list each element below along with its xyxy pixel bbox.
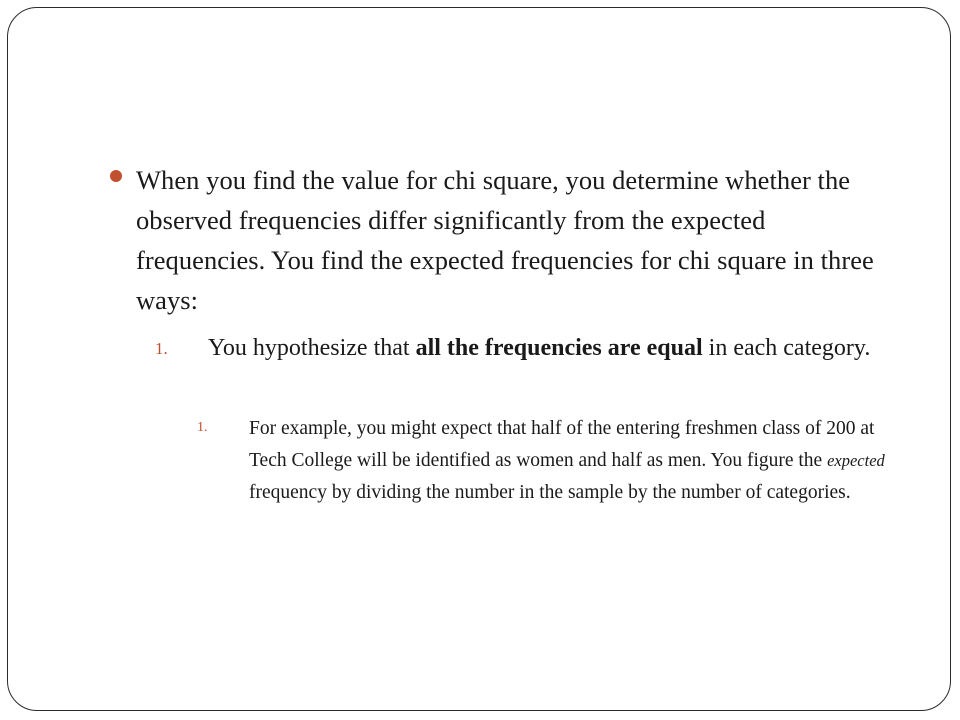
numbered-subitem-1 <box>197 413 899 509</box>
numbered-item-1-text-before: You hypothesize that <box>208 335 416 361</box>
numbered-subitem-1-marker: 1. <box>197 420 208 435</box>
numbered-item-1 <box>155 331 888 365</box>
numbered-item-1-text-bold: all the frequencies are equal <box>415 335 703 361</box>
numbered-subitem-1-text-after: frequency by dividing the number in the sample by the number of categories. <box>249 482 851 503</box>
numbered-item-1-text-after: in each category. <box>702 335 871 361</box>
bullet-item <box>136 160 896 320</box>
numbered-subitem-1-text <box>249 413 899 509</box>
numbered-item-1-text <box>208 331 888 365</box>
numbered-item-1-marker: 1. <box>155 339 168 358</box>
numbered-subitem-1-text-italic: expected <box>827 451 885 470</box>
bullet-text: When you find the value for chi square, you determine whether the observed frequencies differ significantly from the expected frequencies. You find the expected frequencies for chi square in three ways: <box>136 165 874 315</box>
numbered-subitem-1-text-before: For example, you might expect that half of the entering freshmen class of 200 at Tech College will be identified as women and half as men. You figure the <box>249 418 875 471</box>
bullet-dot-icon <box>110 170 122 182</box>
